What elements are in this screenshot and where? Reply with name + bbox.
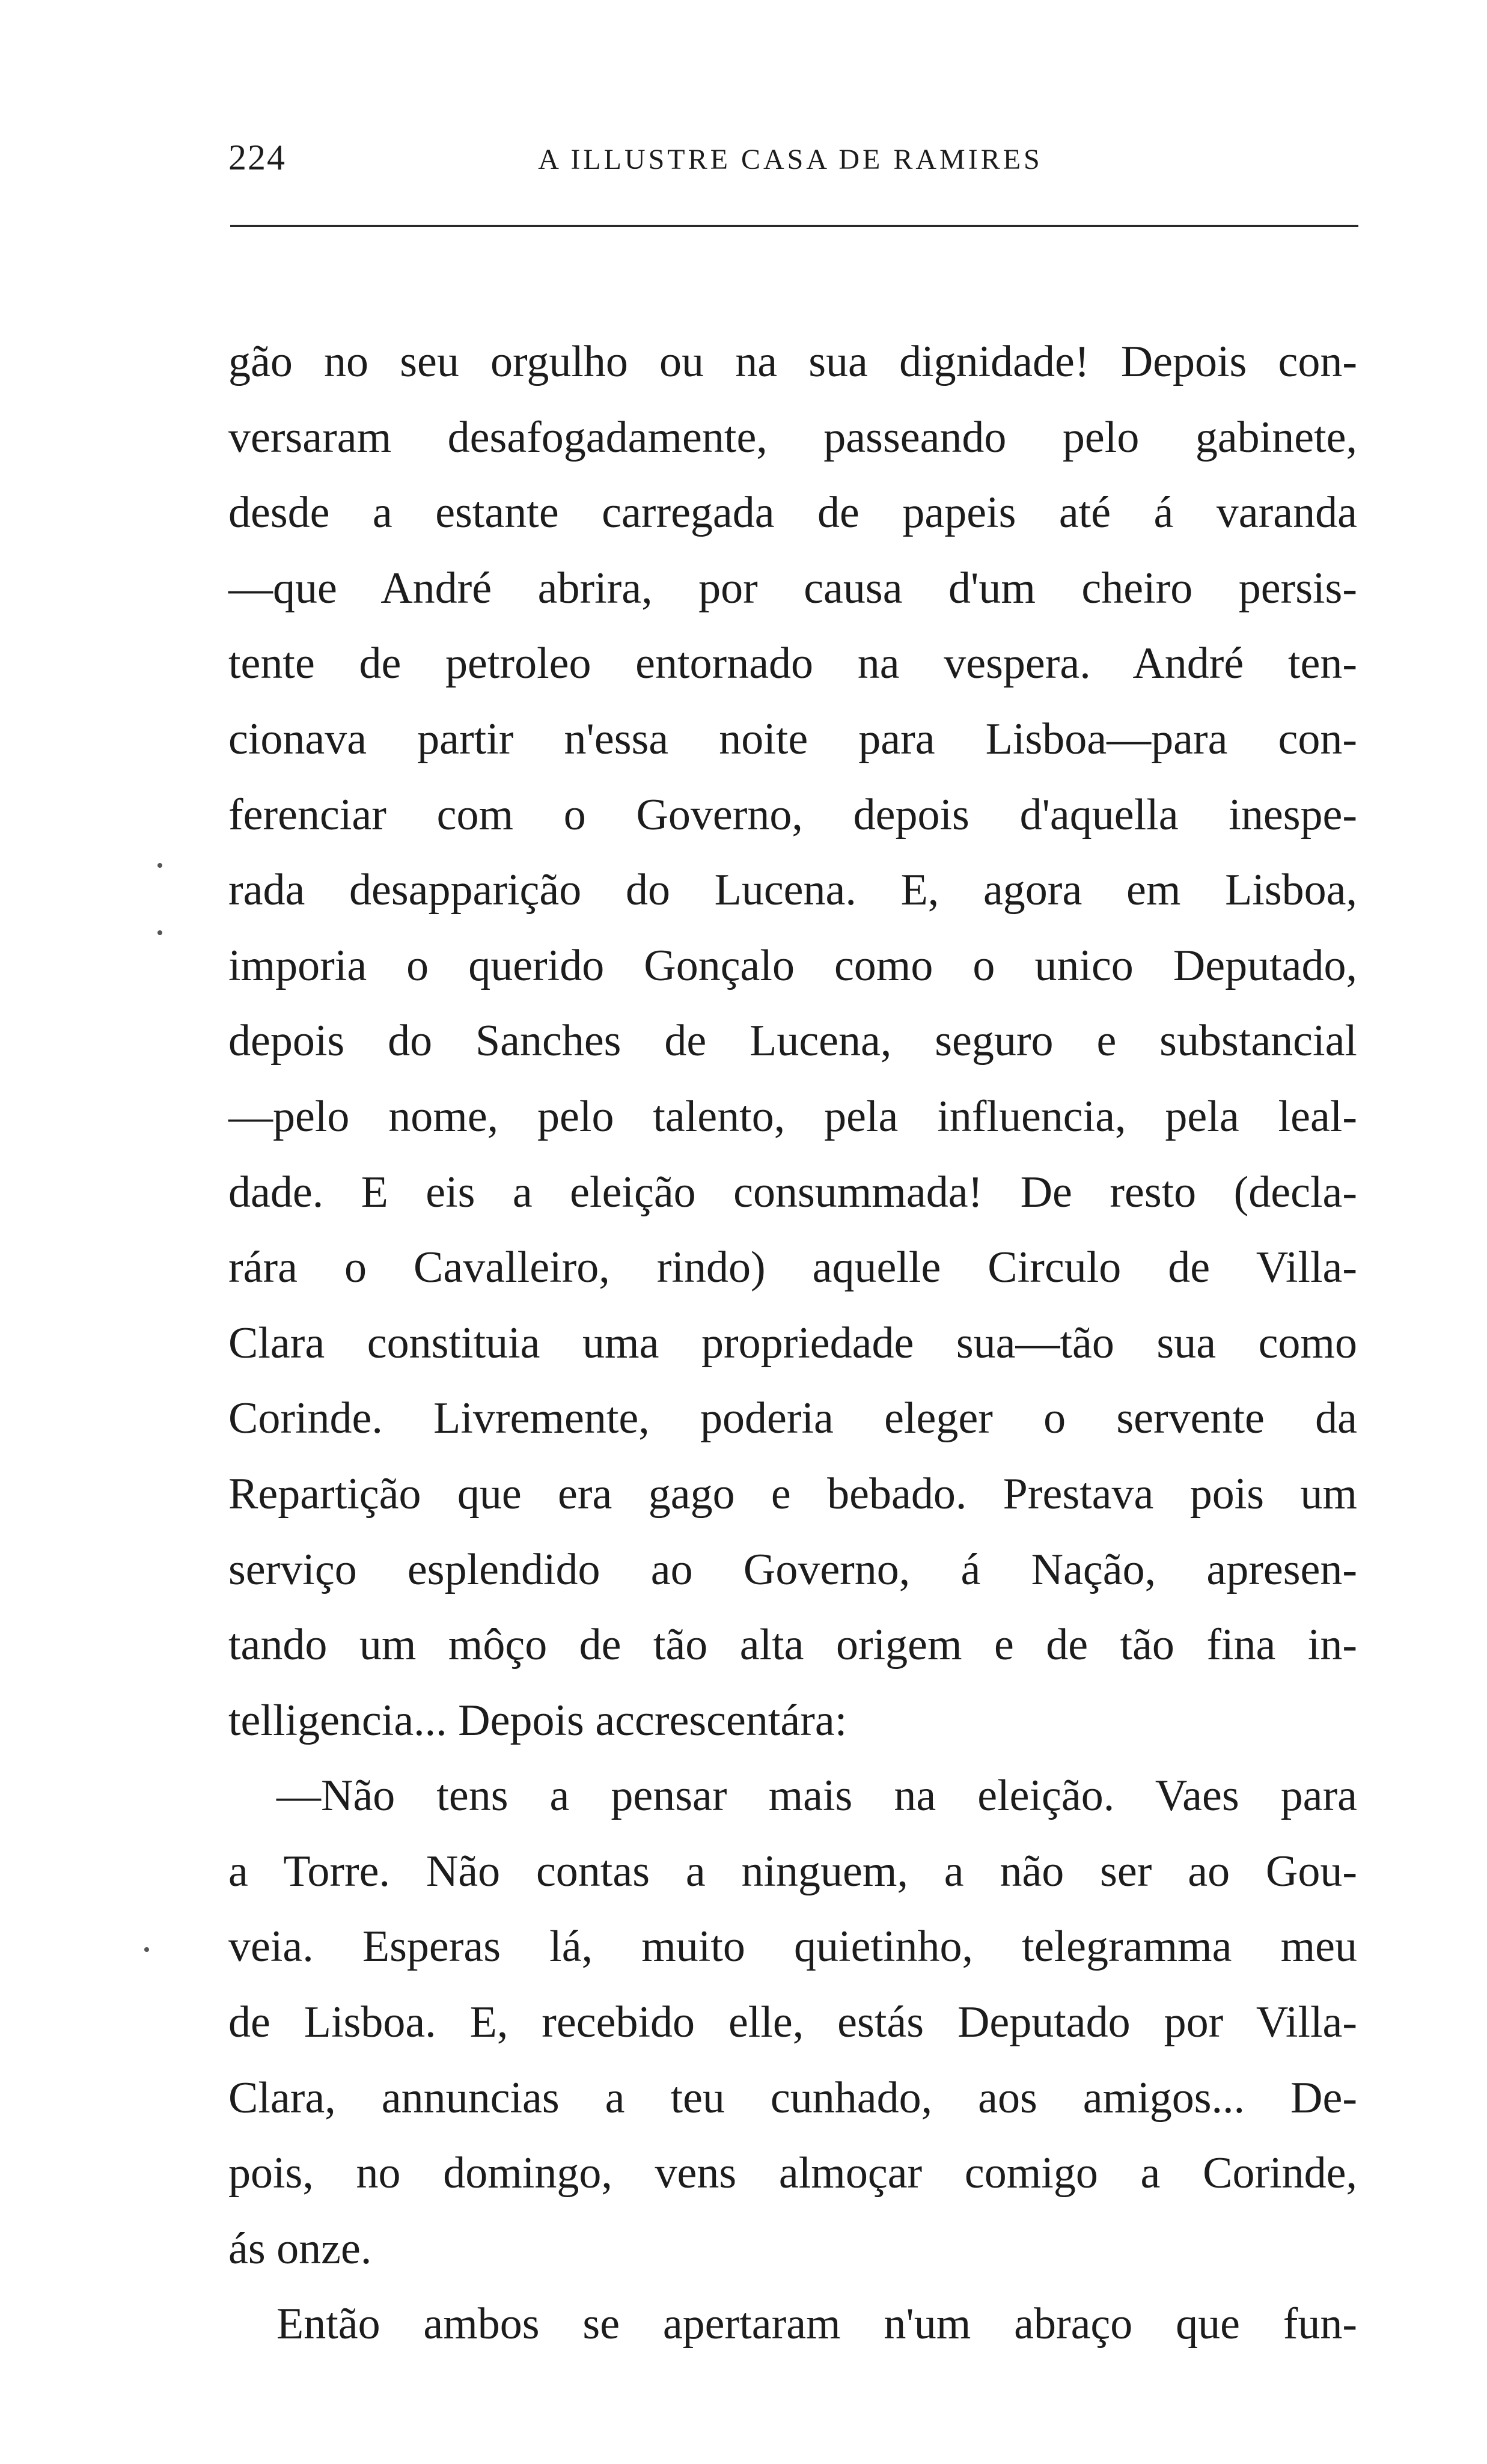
- text-line: Corinde. Livremente, poderia eleger o servente da: [228, 1394, 1357, 1444]
- text-line: ás onze.: [228, 2224, 372, 2273]
- text-line: —Não tens a pensar mais na eleição. Vaes para: [276, 1771, 1357, 1821]
- text-line: rára o Cavalleiro, rindo) aquelle Circulo de Villa-: [228, 1243, 1357, 1293]
- text-line: versaram desafogadamente, passeando pelo gabinete,: [228, 412, 1357, 462]
- text-line: dade. E eis a eleição consummada! De resto (decla-: [228, 1167, 1357, 1217]
- body-text: [228, 325, 1357, 2362]
- text-line: gão no seu orgulho ou na sua dignidade! Depois con-: [228, 337, 1357, 386]
- text-line: pois, no domingo, vens almoçar comigo a Corinde,: [228, 2148, 1357, 2198]
- text-line: serviço esplendido ao Governo, á Nação, apresen-: [228, 1545, 1357, 1594]
- text-line: tando um môço de tão alta origem e de tão fina in-: [228, 1620, 1357, 1670]
- margin-dot: [157, 930, 162, 935]
- text-line: imporia o querido Gonçalo como o unico Deputado,: [228, 941, 1357, 990]
- text-line: Repartição que era gago e bebado. Prestava pois um: [228, 1469, 1357, 1519]
- text-line: cionava partir n'essa noite para Lisboa—para con-: [228, 714, 1357, 764]
- text-line: depois do Sanches de Lucena, seguro e substancial: [228, 1016, 1357, 1066]
- page-number: 224: [228, 138, 286, 177]
- text-line: —pelo nome, pelo talento, pela influencia, pela leal-: [228, 1091, 1357, 1141]
- page-header: [228, 137, 1352, 185]
- margin-dot: [157, 863, 162, 868]
- text-line: telligencia... Depois accrescentára:: [228, 1695, 847, 1745]
- text-line: rada desapparição do Lucena. E, agora em Lisboa,: [228, 865, 1357, 915]
- margin-dot: [144, 1947, 149, 1952]
- text-line: Clara constituia uma propriedade sua—tão sua como: [228, 1318, 1357, 1368]
- text-line: desde a estante carregada de papeis até á varanda: [228, 488, 1357, 538]
- text-line: tente de petroleo entornado na vespera. André ten-: [228, 639, 1357, 689]
- text-line: Clara, annuncias a teu cunhado, aos amigos... De-: [228, 2073, 1357, 2123]
- text-line: ferenciar com o Governo, depois d'aquella inespe-: [228, 790, 1357, 840]
- text-line: Então ambos se apertaram n'um abraço que fun-: [276, 2299, 1357, 2349]
- running-title: A ILLUSTRE CASA DE RAMIRES: [538, 144, 1043, 175]
- text-line: veia. Esperas lá, muito quietinho, telegramma meu: [228, 1922, 1357, 1972]
- text-line: de Lisboa. E, recebido elle, estás Deputado por Villa-: [228, 1998, 1357, 2048]
- text-line: —que André abrira, por causa d'um cheiro persis-: [228, 563, 1357, 613]
- text-line: a Torre. Não contas a ninguem, a não ser ao Gou-: [228, 1846, 1357, 1896]
- header-rule: [230, 225, 1358, 227]
